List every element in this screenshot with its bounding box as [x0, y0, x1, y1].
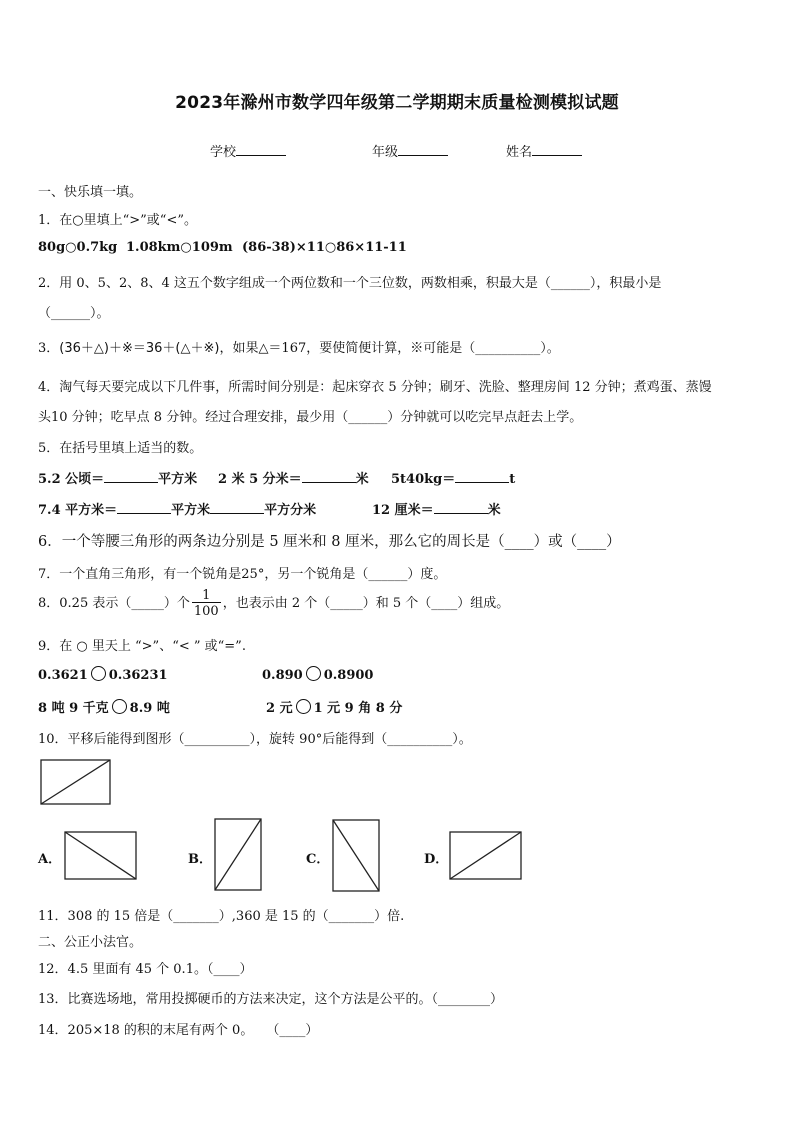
compare-circle[interactable]	[296, 699, 311, 714]
q5-unit: 米	[487, 503, 501, 518]
q5-unit: 平方米	[171, 503, 211, 518]
question-1-text: 1．在○里填上“>”或“<”。	[38, 213, 197, 228]
grade-field	[372, 141, 448, 160]
q5-blank[interactable]	[104, 470, 158, 483]
page-title: 2023年滁州市数学四年级第二学期期末质量检测模拟试题	[175, 93, 619, 113]
grade-blank[interactable]	[398, 143, 448, 156]
school-field	[210, 141, 286, 160]
section-heading-2: 二、公正小法官。	[38, 935, 143, 950]
q5-label: 5t40kg＝	[391, 472, 456, 487]
q5-label: 5.2 公顷＝	[38, 472, 105, 487]
fraction-denominator: 100	[193, 604, 219, 619]
q5-label: 7.4 平方米＝	[38, 503, 118, 518]
compare-circle[interactable]	[112, 699, 127, 714]
option-d-figure[interactable]	[449, 831, 523, 881]
question-13: 13．比赛选场地，常用投掷硬币的方法来决定，这个方法是公平的。（________）	[38, 992, 504, 1007]
q1-item: 80g○0.7kg	[38, 240, 118, 255]
q3-expression: (36＋△)＋※＝36＋(△＋※)	[59, 341, 220, 356]
q8-text-a: 8．0.25 表示（_____）个	[38, 596, 190, 611]
name-field	[506, 141, 582, 160]
question-4-line1: 4．淘气每天要完成以下几件事，所需时间分别是：起床穿衣 5 分钟；刷牙、洗脸、整理房间 12 分钟；煮鸡蛋、蒸馒	[38, 380, 712, 395]
q9-right: 8.9 吨	[129, 701, 170, 716]
q5-blank[interactable]	[455, 470, 509, 483]
compare-circle[interactable]	[306, 666, 321, 681]
q5-blank[interactable]	[210, 501, 264, 514]
q9-right: 1 元 9 角 8 分	[313, 701, 403, 716]
school-blank[interactable]	[236, 143, 286, 156]
q9-right: 0.36231	[108, 668, 168, 683]
q5-label: 12 厘米＝	[372, 503, 434, 518]
q9-left: 0.890	[262, 668, 303, 683]
q5-blank[interactable]	[434, 501, 488, 514]
grade-label: 年级	[372, 145, 399, 160]
q5-label: 2 米 5 分米＝	[218, 472, 302, 487]
name-label: 姓名	[506, 145, 533, 160]
question-9-text: 9．在 ○ 里天上 “>”、“< ” 或“=”.	[38, 639, 246, 654]
option-c-label: C．	[306, 852, 330, 867]
q5-unit: 米	[355, 472, 369, 487]
school-label: 学校	[210, 145, 237, 160]
fraction-numerator: 1	[192, 589, 221, 603]
question-4-line2: 头10 分钟；吃早点 8 分钟。经过合理安排，最少用（______）分钟就可以吃完早点赶去上学。	[38, 410, 583, 425]
q8-text-b: ，也表示由 2 个（_____）和 5 个（____）组成。	[222, 596, 510, 611]
name-blank[interactable]	[532, 143, 582, 156]
question-8	[38, 589, 509, 618]
q9-left: 8 吨 9 千克	[38, 701, 109, 716]
question-5-text: 5．在括号里填上适当的数。	[38, 441, 203, 456]
q5-unit: 平方分米	[264, 503, 317, 518]
q8-fraction	[192, 589, 221, 618]
option-a-label: A．	[38, 852, 62, 867]
question-10-text: 10．平移后能得到图形（__________），旋转 90°后能得到（__________）。	[38, 732, 472, 747]
section-heading-1: 一、快乐填一填。	[38, 185, 143, 200]
question-3	[38, 337, 560, 356]
option-b-figure[interactable]	[214, 818, 263, 892]
q5-unit: 平方米	[158, 472, 198, 487]
question-6: 6．一个等腰三角形的两条边分别是 5 厘米和 8 厘米，那么它的周长是（____）或（____）	[38, 534, 621, 550]
question-14: 14．205×18 的积的末尾有两个 0。 （____）	[38, 1023, 319, 1038]
question-11: 11．308 的 15 倍是（_______）,360 是 15 的（_______）倍.	[38, 909, 405, 924]
question-2-line2: （______）。	[38, 306, 110, 321]
q1-item: (86-38)×11○86×11-11	[242, 240, 407, 255]
option-c-figure[interactable]	[332, 819, 381, 893]
q3-number: 3．	[38, 341, 60, 356]
q5-blank[interactable]	[117, 501, 171, 514]
q10-original-figure	[40, 759, 112, 806]
q9-right: 0.8900	[323, 668, 374, 683]
question-2-line1: 2．用 0、5、2、8、4 这五个数字组成一个两位数和一个三位数，两数相乘，积最大是（______），积最小是	[38, 276, 662, 291]
q3-text: ，如果△＝167，要使简便计算，※可能是（__________）。	[219, 341, 560, 356]
q5-unit: t	[509, 472, 516, 487]
q9-left: 2 元	[266, 701, 293, 716]
option-a-figure[interactable]	[64, 831, 138, 881]
option-b-label: B．	[188, 852, 212, 867]
q9-left: 0.3621	[38, 668, 88, 683]
compare-circle[interactable]	[91, 666, 106, 681]
question-7: 7．一个直角三角形，有一个锐角是25°，另一个锐角是（______）度。	[38, 567, 447, 582]
question-12: 12．4.5 里面有 45 个 0.1。（____）	[38, 962, 253, 977]
option-d-label: D．	[424, 852, 449, 867]
q5-blank[interactable]	[302, 470, 356, 483]
q1-item: 1.08km○109m	[126, 240, 233, 255]
